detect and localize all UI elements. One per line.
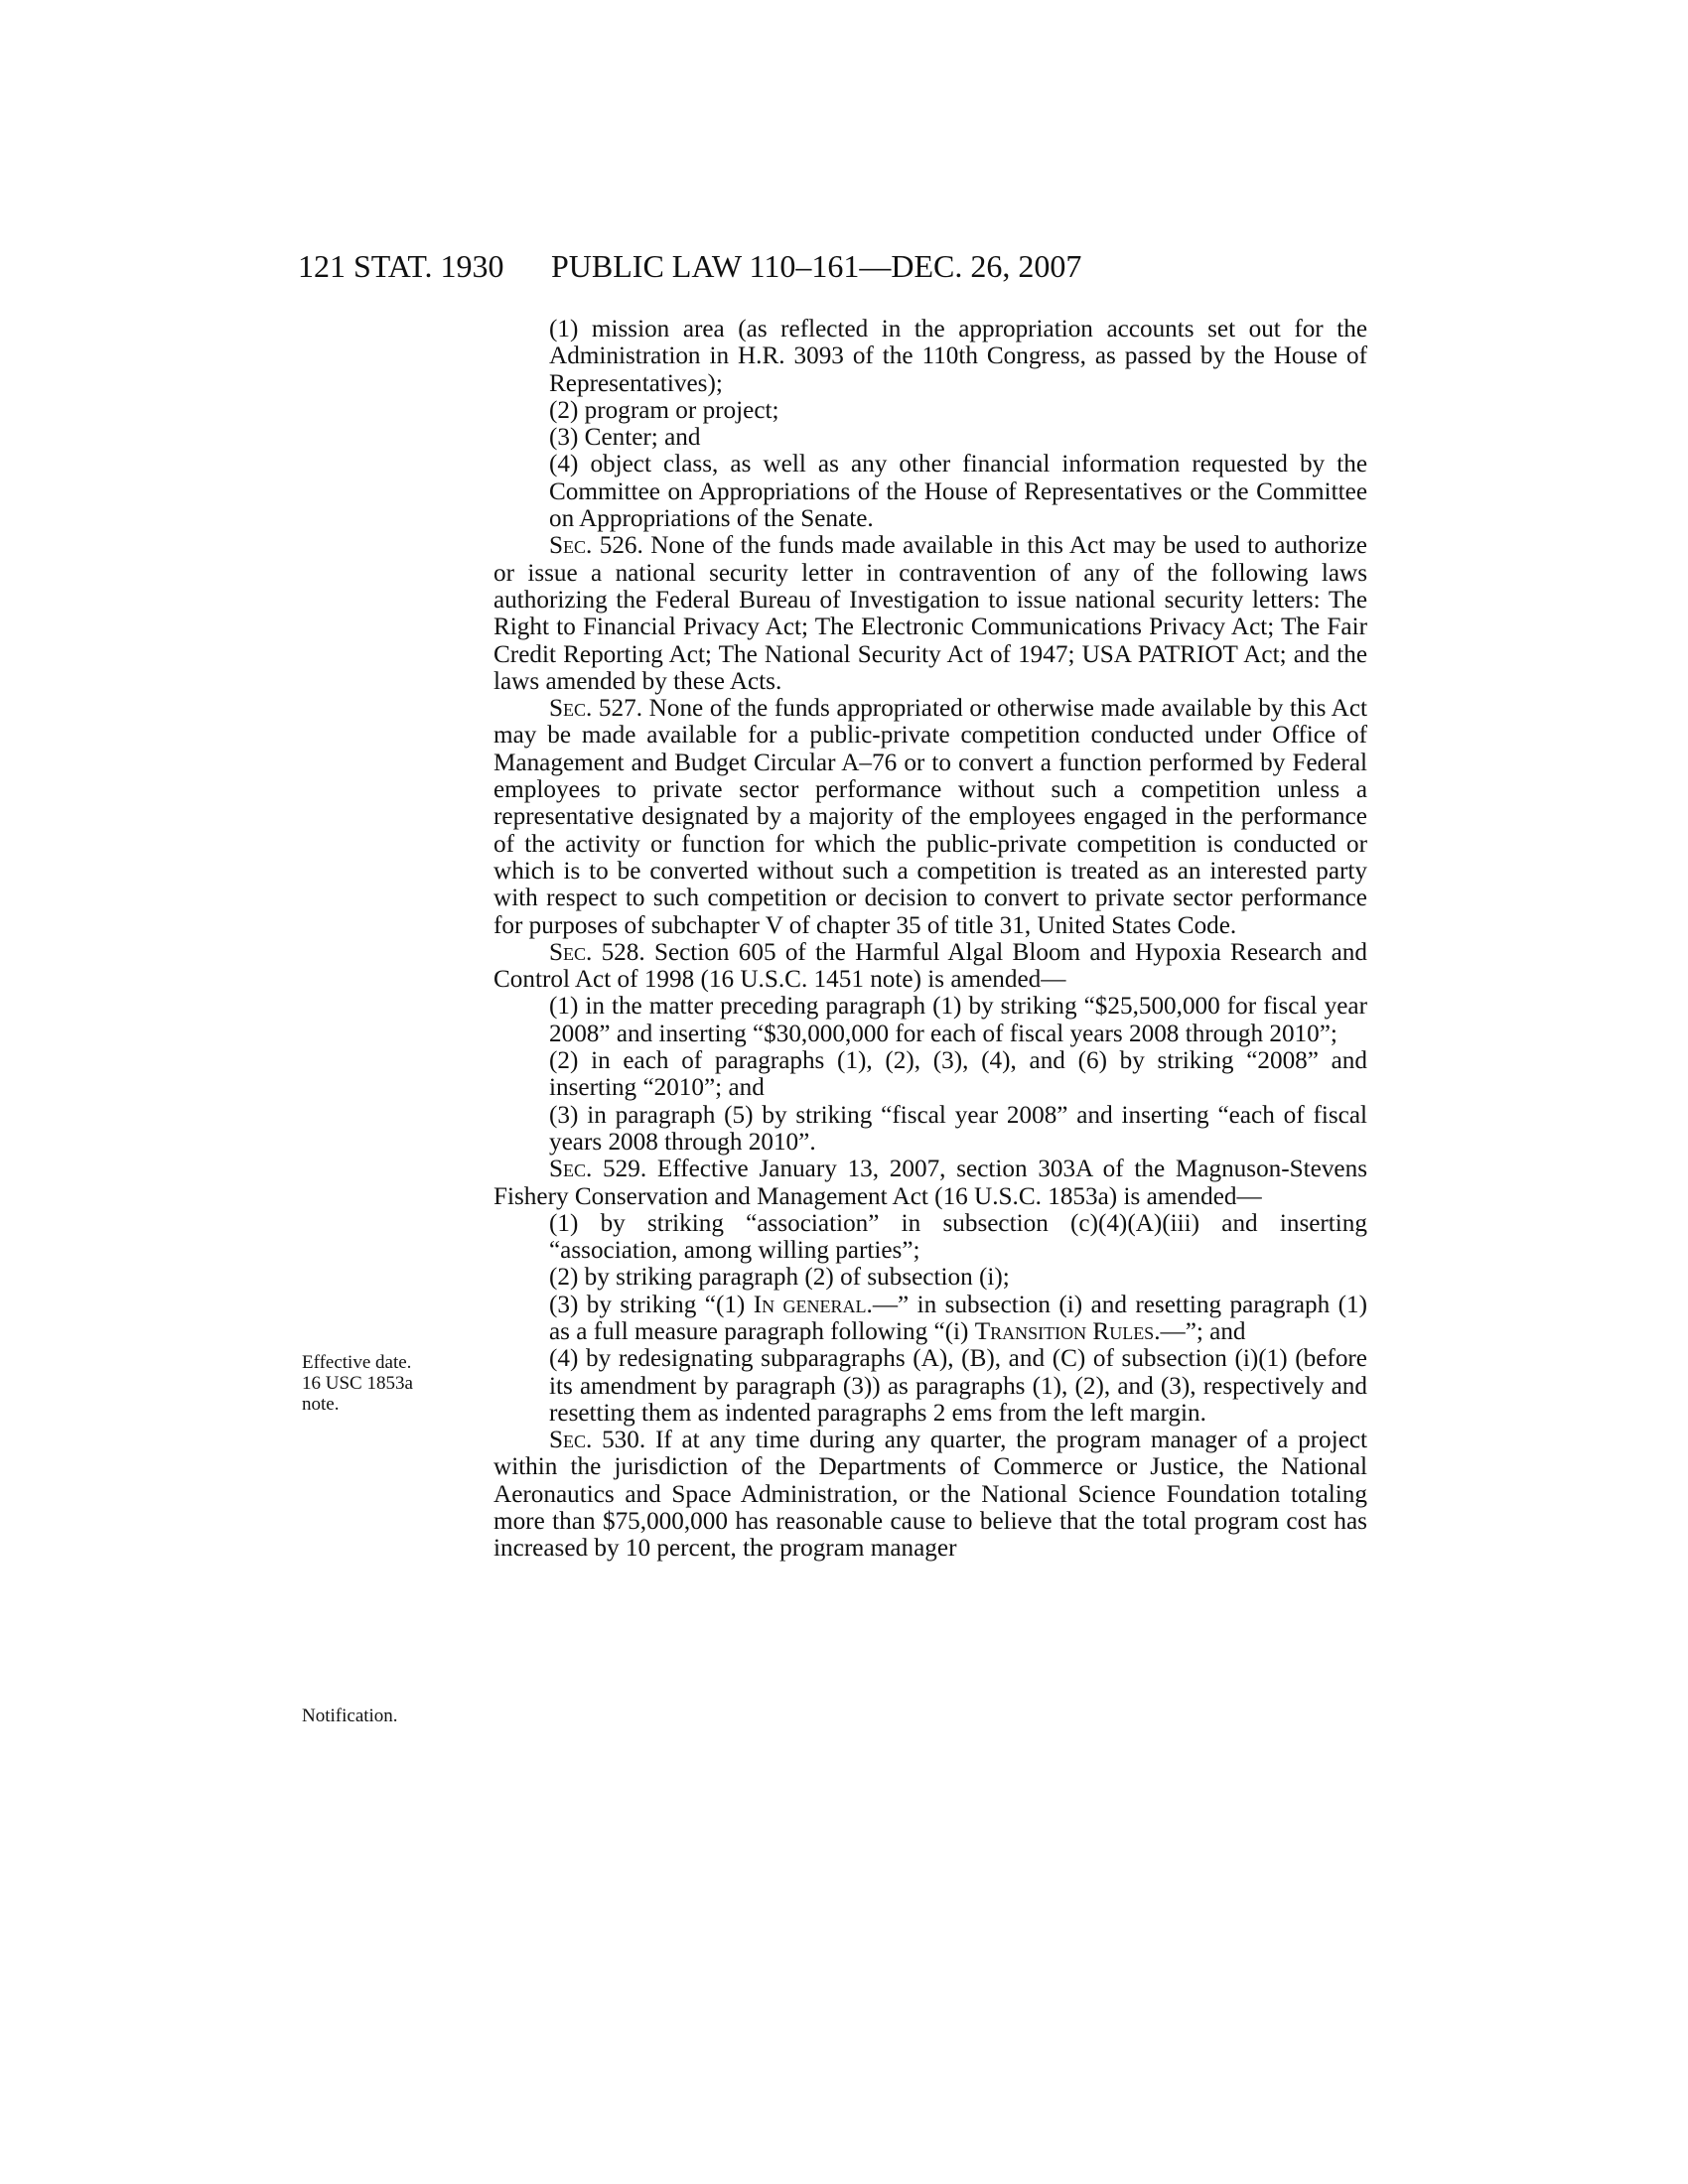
section-label: Sec. 526. [549, 532, 643, 560]
paragraph-1: (1) mission area (as reflected in the appropriation accounts set out for the Administration in H.R. 3093 of the 110th Congress, as passed by the House of Representatives); [549, 316, 1367, 397]
margin-note-effective-date [302, 1352, 451, 1415]
paragraph-3: (3) Center; and [549, 424, 701, 452]
section-label: Sec. 529. [549, 1156, 647, 1183]
statute-page-number: 121 STAT. 1930 [298, 248, 504, 284]
text-run: .—” in subsection (i) and resetting paragraph (1) as a full measure paragraph following “(i) [549, 1291, 1367, 1345]
small-caps-run: In general [753, 1291, 867, 1318]
body-text [493, 316, 1367, 1563]
section-528-item-2: (2) in each of paragraphs (1), (2), (3), (4), and (6) by striking “2008” and inserting “2010”; and [549, 1047, 1367, 1102]
section-text: Effective January 13, 2007, section 303A of the Magnuson-Stevens Fishery Conservation and Management Act (16 U.S.C. 1853a) is amended— [493, 1156, 1368, 1210]
section-528-item-1: (1) in the matter preceding paragraph (1) by striking “$25,500,000 for fiscal year 2008” and inserting “$30,000,000 for each of fiscal years 2008 through 2010”; [549, 993, 1367, 1047]
section-text: If at any time during any quarter, the program manager of a project within the jurisdiction of the Departments of Commerce or Justice, the National Aeronautics and Space Administration, or the National Science Foundation totaling more than $75,000,000 has reasonable cause to believe that the total program cost has increased by 10 percent, the program manager [493, 1427, 1368, 1563]
margin-note-line: Notification. [302, 1706, 398, 1726]
section-529-item-4: (4) by redesignating subparagraphs (A), (B), and (C) of subsection (i)(1) (before its amendment by paragraph (3)) as paragraphs (1), (2), and (3), respectively and resetting them as indented paragraphs 2 ems from the left margin. [549, 1345, 1367, 1427]
small-caps-run: Transition Rules [974, 1317, 1155, 1345]
running-title: PUBLIC LAW 110–161—DEC. 26, 2007 [551, 248, 1082, 284]
section-529-item-3 [493, 1292, 1367, 1346]
section-529-item-2: (2) by striking paragraph (2) of subsection (i); [549, 1264, 1010, 1292]
text-run: (3) by striking “(1) [549, 1291, 754, 1318]
section-528 [493, 939, 1367, 994]
section-text: Section 605 of the Harmful Algal Bloom and Hypoxia Research and Control Act of 1998 (16 U.S.C. 1451 note) is amended— [493, 938, 1367, 994]
paragraph-2: (2) program or project; [549, 396, 779, 424]
section-530 [493, 1427, 1367, 1562]
page-header [298, 248, 1380, 288]
margin-note-line: Effective date. [302, 1352, 412, 1373]
margin-note-line: 16 USC 1853a [302, 1373, 413, 1394]
section-527 [493, 695, 1367, 939]
section-529 [493, 1156, 1367, 1210]
section-526 [493, 532, 1367, 695]
section-label: Sec. 527. [549, 695, 643, 723]
section-label: Sec. 528. [549, 938, 645, 966]
section-text: None of the funds made available in this Act may be used to authorize or issue a national security letter in contravention of any of the following laws authorizing the Federal Bureau of Investigation to issue national security letters: The Right to Financial Privacy Act; The Electronic Communications Privacy Act; The Fair Credit Reporting Act; The National Security Act of 1947; USA PATRIOT Act; and the laws amended by these Acts. [493, 532, 1367, 695]
margin-note-notification [302, 1706, 451, 1726]
section-text: None of the funds appropriated or otherwise made available by this Act may be made available for a public-private competition conducted under Office of Management and Budget Circular A–76 or to convert a function performed by Federal employees to private sector performance without such a competition unless a representative designated by a majority of the employees engaged in the performance of the activity or function for which the public-private competition is conducted or which is to be converted without such a competition is treated as an interested party with respect to such competition or decision to convert to private sector performance for purposes of subchapter V of chapter 35 of title 31, United States Code. [493, 695, 1368, 939]
margin-note-line: note. [302, 1394, 340, 1415]
section-label: Sec. 530. [549, 1427, 646, 1454]
section-528-item-3: (3) in paragraph (5) by striking “fiscal year 2008” and inserting “each of fiscal years 2008 through 2010”. [549, 1101, 1367, 1156]
section-529-item-1: (1) by striking “association” in subsection (c)(4)(A)(iii) and inserting “association, among willing parties”; [549, 1209, 1367, 1265]
paragraph-4: (4) object class, as well as any other financial information requested by the Committee on Appropriations of the House of Representatives or the Committee on Appropriations of the Senate. [549, 451, 1367, 533]
text-run: .—”; and [1154, 1317, 1246, 1345]
